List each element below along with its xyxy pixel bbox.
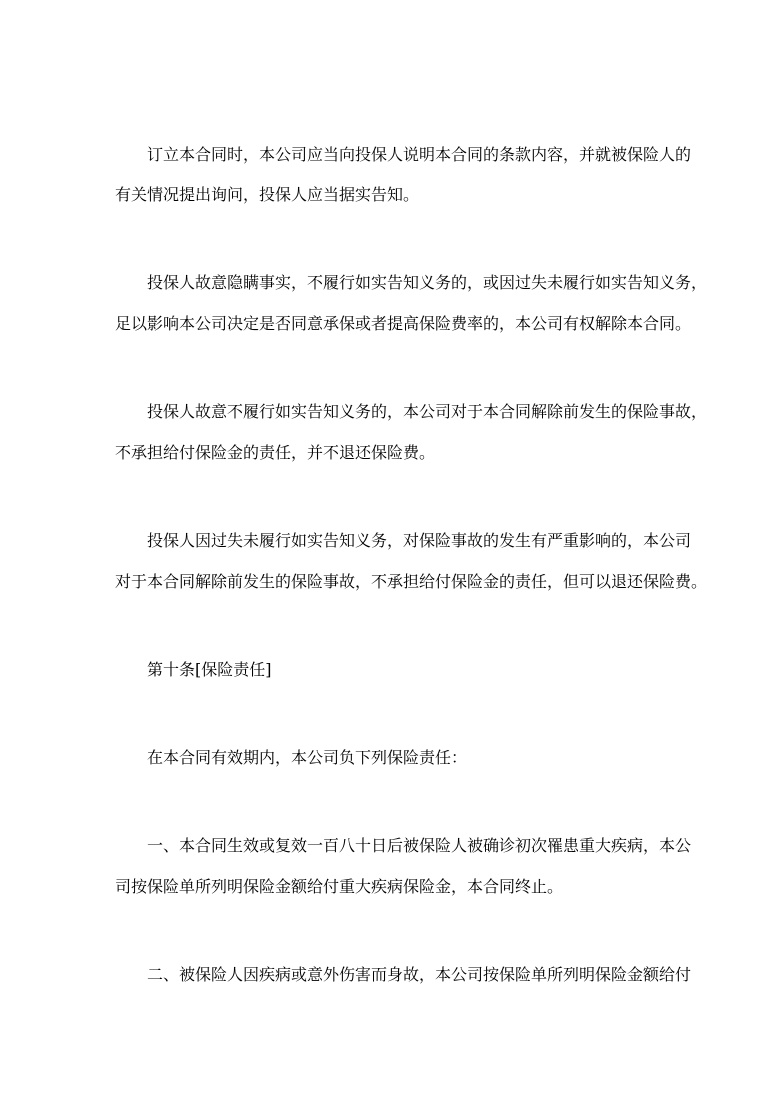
paragraph-4-line-1: 投保人因过失未履行如实告知义务，对保险事故的发生有严重影响的，本公司 [147,531,692,550]
paragraph-2-line-1: 投保人故意隐瞒事实，不履行如实告知义务的，或因过失未履行如实告知义务， [147,273,708,292]
paragraph-6-line-1: 在本合同有效期内，本公司负下列保险责任： [147,748,468,767]
paragraph-8-line-1: 二、被保险人因疾病或意外伤害而身故，本公司按保险单所列明保险金额给付 [147,965,692,984]
paragraph-7-line-1: 一、本合同生效或复效一百八十日后被保险人被确诊初次罹患重大疾病，本公 [147,836,692,855]
paragraph-2-line-2: 足以影响本公司决定是否同意承保或者提高保险费率的，本公司有权解除本合同。 [115,314,692,333]
paragraph-4-line-2: 对于本合同解除前发生的保险事故，不承担给付保险金的责任，但可以退还保险费。 [115,572,708,591]
paragraph-1-line-1: 订立本合同时，本公司应当向投保人说明本合同的条款内容，并就被保险人的 [147,145,692,164]
section-heading: 第十条[保险责任] [147,660,272,679]
paragraph-7-line-2: 司按保险单所列明保险金额给付重大疾病保险金，本合同终止。 [115,877,564,896]
paragraph-3-line-1: 投保人故意不履行如实告知义务的，本公司对于本合同解除前发生的保险事故， [147,402,708,421]
paragraph-3-line-2: 不承担给付保险金的责任，并不退还保险费。 [115,443,436,462]
paragraph-1-line-2: 有关情况提出询问，投保人应当据实告知。 [115,185,420,204]
